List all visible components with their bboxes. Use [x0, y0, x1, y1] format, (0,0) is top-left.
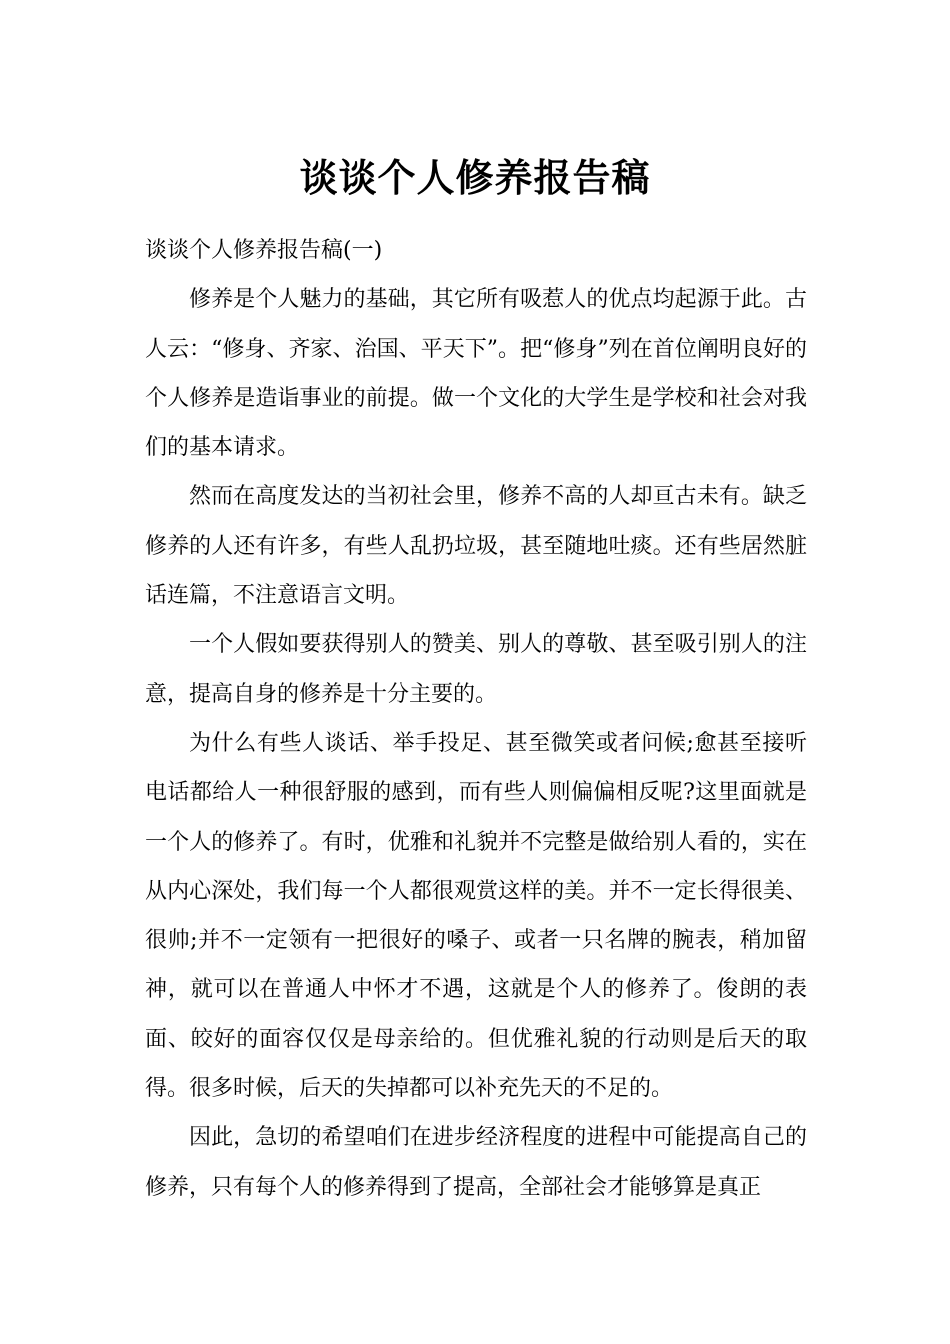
document-title: 谈谈个人修养报告稿	[299, 156, 651, 201]
paragraph-2: 然而在高度发达的当初社会里，修养不高的人却亘古未有。缺乏修养的人还有许多，有些人乱扔垃圾，甚至随地吐痰。还有些居然脏话连篇，不注意语言文明。	[145, 484, 807, 609]
section-subtitle: 谈谈个人修养报告稿(一)	[145, 238, 383, 263]
paragraph-5: 因此，急切的希望咱们在进步经济程度的进程中可能提高自己的修养，只有每个人的修养得到了提高，全部社会才能够算是真正	[145, 1125, 807, 1200]
document-body	[145, 226, 807, 1212]
paragraph-4: 为什么有些人谈话、举手投足、甚至微笑或者问候;愈甚至接听电话都给人一种很舒服的感到，而有些人则偏偏相反呢?这里面就是一个人的修养了。有时，优雅和礼貌并不完整是做给别人看的，实在从内心深处，我们每一个人都很观赏这样的美。并不一定长得很美、很帅;并不一定领有一把很好的嗓子、或者一只名牌的腕表，稍加留神，就可以在普通人中怀才不遇，这就是个人的修养了。俊朗的表面、皎好的面容仅仅是母亲给的。但优雅礼貌的行动则是后天的取得。很多时候，后天的失掉都可以补充先天的不足的。	[145, 730, 807, 1102]
paragraph-3: 一个人假如要获得别人的赞美、别人的尊敬、甚至吸引别人的注意，提高自身的修养是十分主要的。	[145, 632, 807, 707]
paragraph-1: 修养是个人魅力的基础，其它所有吸惹人的优点均起源于此。古人云：“修身、齐家、治国、平天下”。把“修身”列在首位阐明良好的个人修养是造诣事业的前提。做一个文化的大学生是学校和社会对我们的基本请求。	[145, 287, 807, 461]
